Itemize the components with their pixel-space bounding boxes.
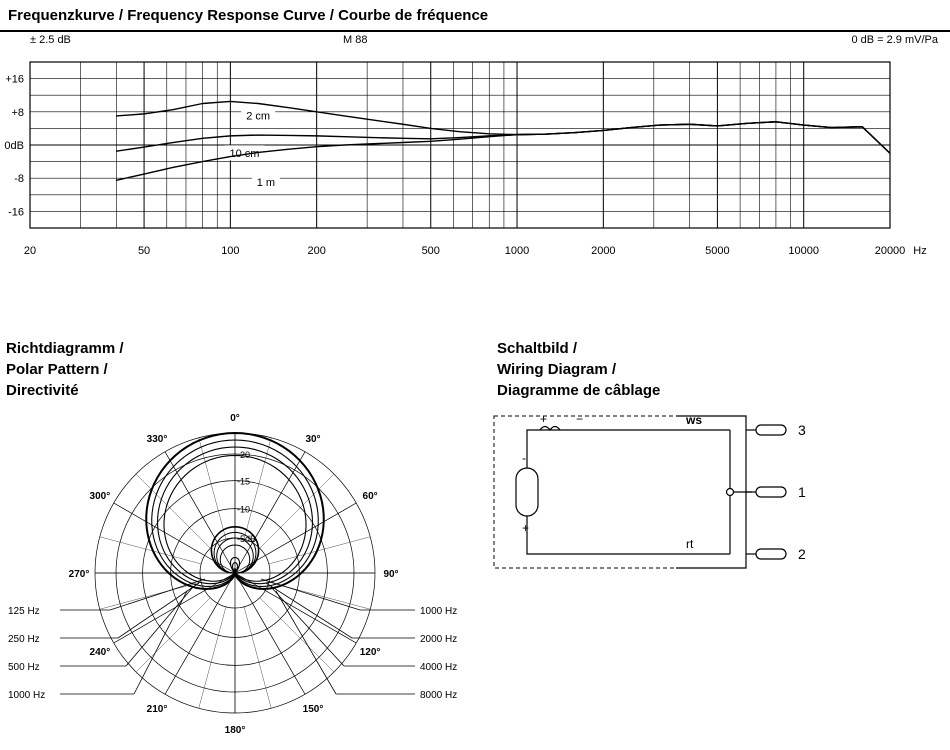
polar-pattern-diagram — [0, 398, 480, 750]
svg-text:180°: 180° — [224, 725, 246, 736]
svg-text:250 Hz: 250 Hz — [8, 634, 40, 645]
frequency-response-chart — [0, 34, 950, 264]
svg-text:2: 2 — [798, 546, 806, 562]
svg-text:−: − — [576, 412, 584, 426]
svg-text:8000 Hz: 8000 Hz — [420, 690, 458, 701]
svg-text:-20: -20 — [237, 450, 251, 460]
model-label: M 88 — [343, 34, 368, 46]
page-title-text: Frequenzkurve / Frequency Response Curve / Courbe de fréquence — [8, 6, 489, 24]
svg-text:330°: 330° — [146, 433, 168, 445]
svg-text:60°: 60° — [362, 491, 378, 502]
svg-text:20: 20 — [23, 245, 37, 257]
svg-text:2000 Hz: 2000 Hz — [420, 634, 458, 645]
wiring-heading-line1: Schaltbild / — [497, 340, 578, 357]
svg-text:1000 Hz: 1000 Hz — [8, 690, 46, 701]
svg-text:+: + — [522, 521, 530, 535]
svg-text:ws: ws — [686, 413, 703, 427]
page-title — [0, 0, 950, 30]
svg-text:10000: 10000 — [788, 245, 820, 257]
wiring-heading-line3: Diagramme de câblage — [497, 382, 661, 399]
svg-text:30°: 30° — [305, 433, 321, 445]
svg-text:4000 Hz: 4000 Hz — [420, 662, 458, 673]
svg-text:3: 3 — [798, 422, 806, 438]
svg-text:-8: -8 — [14, 173, 24, 186]
svg-text:100: 100 — [221, 245, 240, 257]
wiring-schematic — [480, 398, 900, 598]
tolerance-label: ± 2.5 dB — [30, 34, 71, 46]
svg-text:210°: 210° — [146, 704, 168, 716]
svg-text:10 cm: 10 cm — [229, 147, 260, 160]
svg-text:Hz: Hz — [913, 245, 927, 257]
svg-text:1: 1 — [798, 484, 806, 500]
svg-text:200: 200 — [307, 245, 326, 257]
svg-text:270°: 270° — [68, 569, 90, 580]
wiring-diagram-heading — [497, 338, 660, 401]
svg-text:240°: 240° — [89, 647, 111, 658]
svg-text:-15: -15 — [237, 476, 251, 487]
title-divider — [0, 30, 950, 32]
polar-heading-line1: Richtdiagramm / — [6, 340, 124, 357]
svg-text:0°: 0° — [230, 413, 240, 424]
polar-heading-line3: Directivité — [6, 382, 79, 399]
svg-text:500 Hz: 500 Hz — [8, 662, 40, 673]
chart-legend-row — [0, 34, 950, 52]
svg-text:120°: 120° — [359, 647, 381, 658]
svg-text:5000: 5000 — [705, 245, 730, 257]
frequency-plot — [0, 52, 950, 264]
svg-text:-16: -16 — [8, 206, 24, 219]
svg-text:300°: 300° — [89, 491, 111, 502]
svg-text:20000: 20000 — [874, 245, 906, 257]
svg-text:2000: 2000 — [591, 245, 616, 257]
svg-text:500: 500 — [421, 245, 440, 257]
svg-text:1000: 1000 — [504, 245, 530, 257]
svg-text:0dB: 0dB — [4, 140, 24, 152]
svg-text:+8: +8 — [11, 106, 24, 119]
sensitivity-label: 0 dB = 2.9 mV/Pa — [851, 34, 938, 46]
svg-text:90°: 90° — [383, 569, 399, 580]
svg-text:-5dB: -5dB — [237, 534, 257, 544]
svg-text:rt: rt — [686, 537, 694, 551]
svg-text:+16: +16 — [5, 73, 24, 86]
svg-text:2 cm: 2 cm — [246, 110, 271, 123]
polar-pattern-heading — [6, 338, 124, 401]
svg-text:50: 50 — [137, 245, 151, 257]
svg-text:1000 Hz: 1000 Hz — [420, 606, 458, 617]
svg-text:-10: -10 — [237, 504, 251, 515]
svg-text:125 Hz: 125 Hz — [8, 606, 40, 617]
svg-text:1 m: 1 m — [256, 176, 276, 189]
svg-text:-: - — [522, 451, 526, 465]
polar-heading-line2: Polar Pattern / — [6, 361, 108, 378]
svg-text:+: + — [540, 412, 548, 426]
wiring-heading-line2: Wiring Diagram / — [497, 361, 617, 378]
svg-text:150°: 150° — [302, 704, 324, 716]
